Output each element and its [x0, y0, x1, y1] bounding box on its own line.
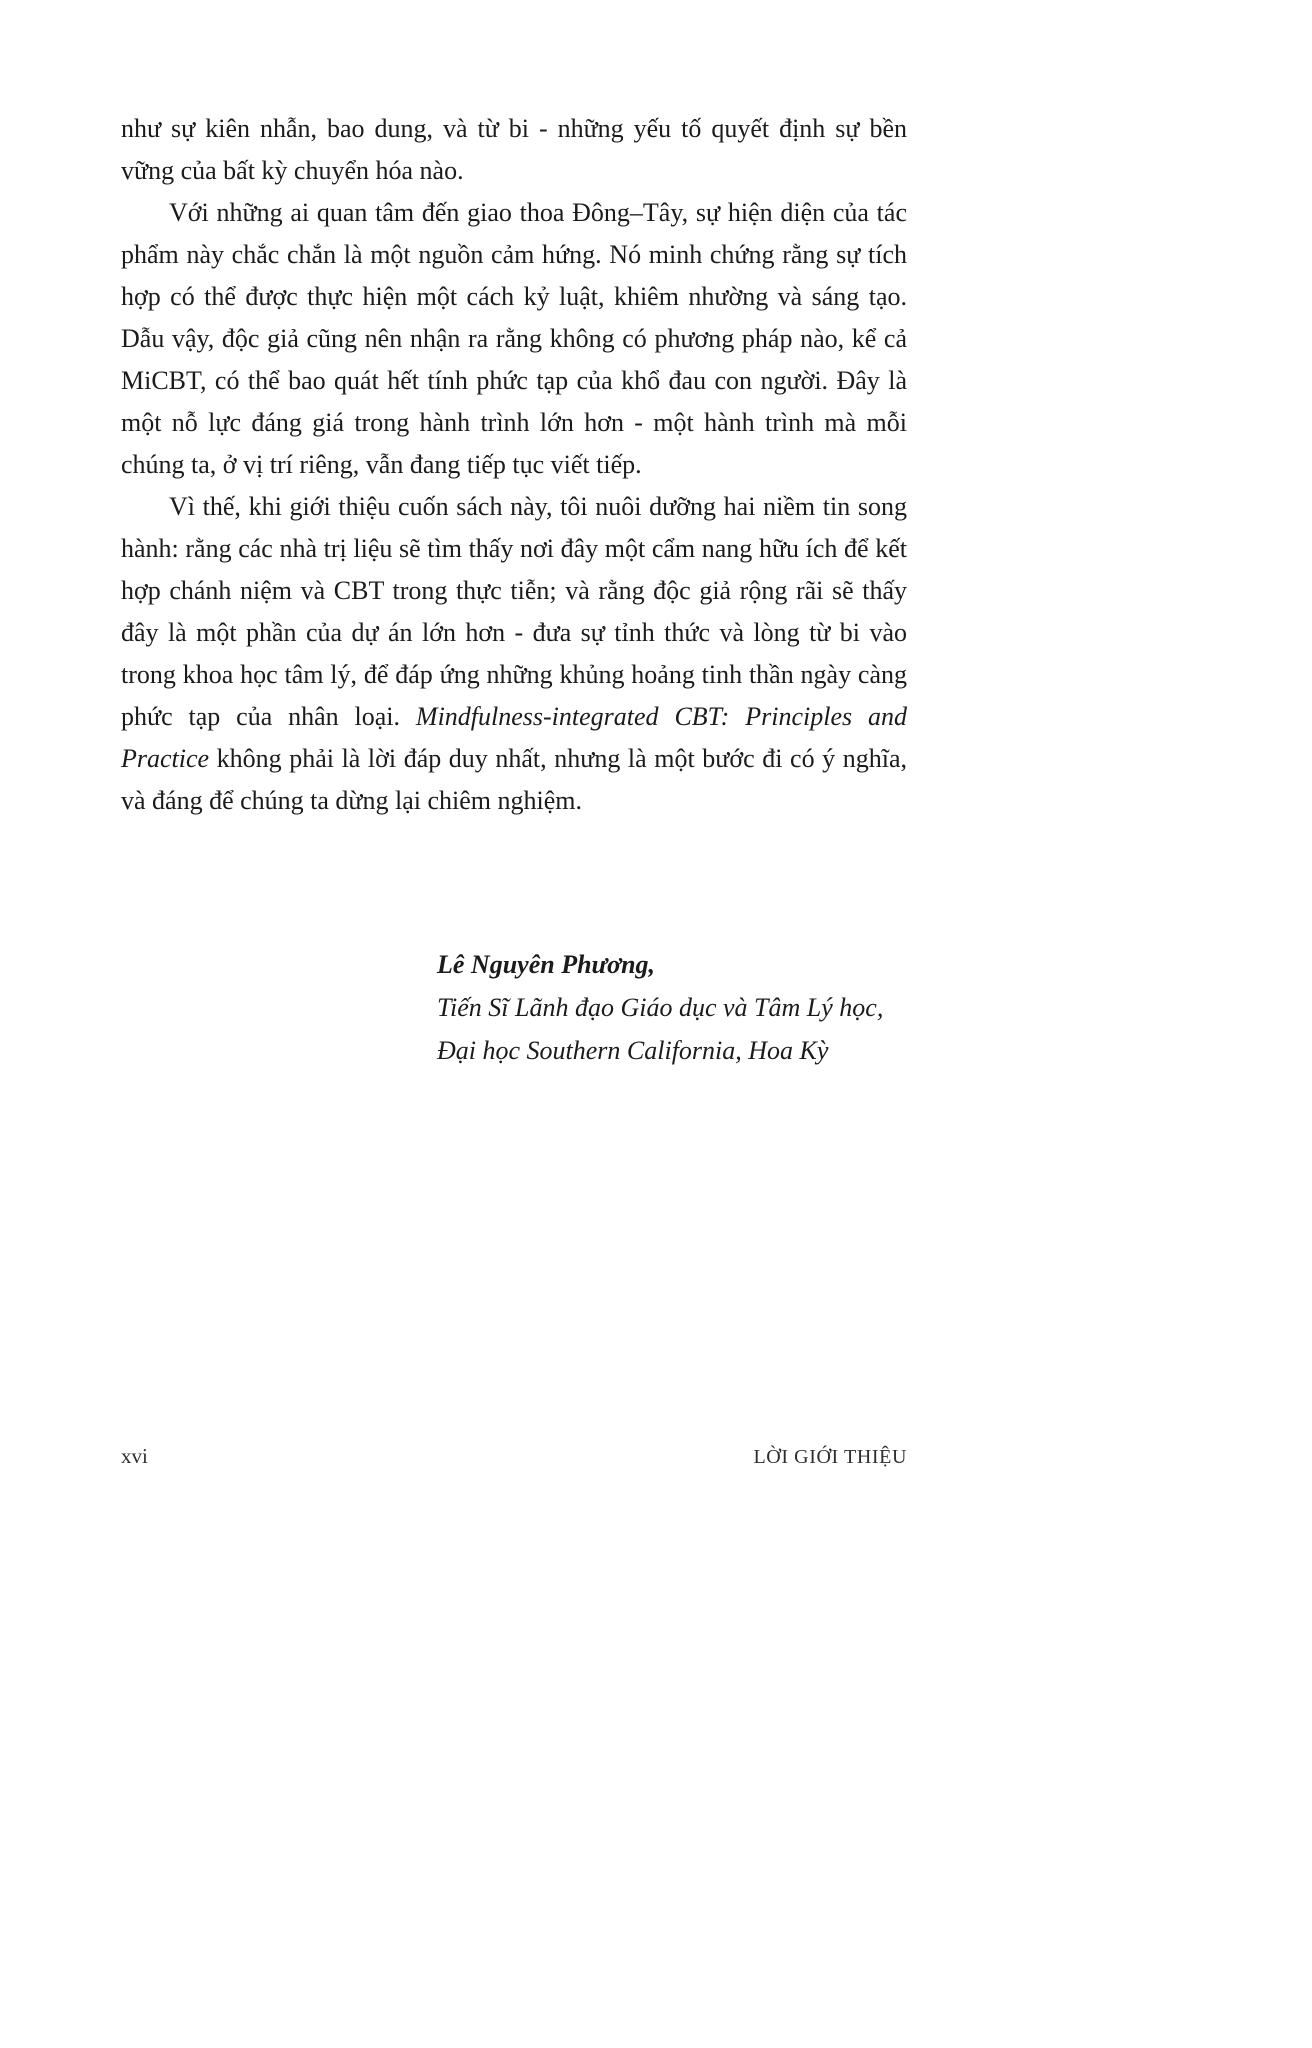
book-title-italic: Mindfulness-integrated CBT: Principles and Practice: [121, 702, 907, 773]
page-footer: [121, 1444, 907, 1469]
signature-name: Lê Nguyên Phương,: [437, 950, 656, 979]
signature-block: [437, 943, 883, 1072]
footer-page-number: xvi: [121, 1444, 148, 1468]
paragraph-2: Với những ai quan tâm đến giao thoa Đông–Tây, sự hiện diện của tác phẩm này chắc chắn là một nguồn cảm hứng. Nó minh chứng rằng sự tích hợp có thể được thực hiện một cách kỷ luật, khiêm nhường và sáng tạo. Dẫu vậy, độc giả cũng nên nhận ra rằng không có phương pháp nào, kể cả MiCBT, có thể bao quát hết tính phức tạp của khổ đau con người. Đây là một nỗ lực đáng giá trong hành trình lớn hơn - một hành trình mà mỗi chúng ta, ở vị trí riêng, vẫn đang tiếp tục viết tiếp.: [121, 198, 907, 479]
paragraph-3-text-after: không phải là lời đáp duy nhất, nhưng là một bước đi có ý nghĩa, và đáng để chúng ta dừng lại chiêm nghiệm.: [121, 744, 907, 815]
body-text: [121, 108, 907, 822]
paragraph-3: [121, 486, 907, 822]
footer-section-title: LỜI GIỚI THIỆU: [753, 1446, 907, 1468]
paragraph-1: như sự kiên nhẫn, bao dung, và từ bi - những yếu tố quyết định sự bền vững của bất kỳ chuyển hóa nào.: [121, 114, 907, 185]
signature-affiliation: Đại học Southern California, Hoa Kỳ: [437, 1036, 829, 1065]
paragraph-3-text: Vì thế, khi giới thiệu cuốn sách này, tôi nuôi dưỡng hai niềm tin song hành: rằng các nhà trị liệu sẽ tìm thấy nơi đây một cẩm nang hữu ích để kết hợp chánh niệm và CBT trong thực tiễn; và rằng độc giả rộng rãi sẽ thấy đây là một phần của dự án lớn hơn - đưa sự tỉnh thức và lòng từ bi vào trong khoa học tâm lý, để đáp ứng những khủng hoảng tinh thần ngày càng phức tạp của nhân loại.: [121, 492, 907, 731]
signature-title: Tiến Sĩ Lãnh đạo Giáo dục và Tâm Lý học,: [437, 993, 884, 1022]
